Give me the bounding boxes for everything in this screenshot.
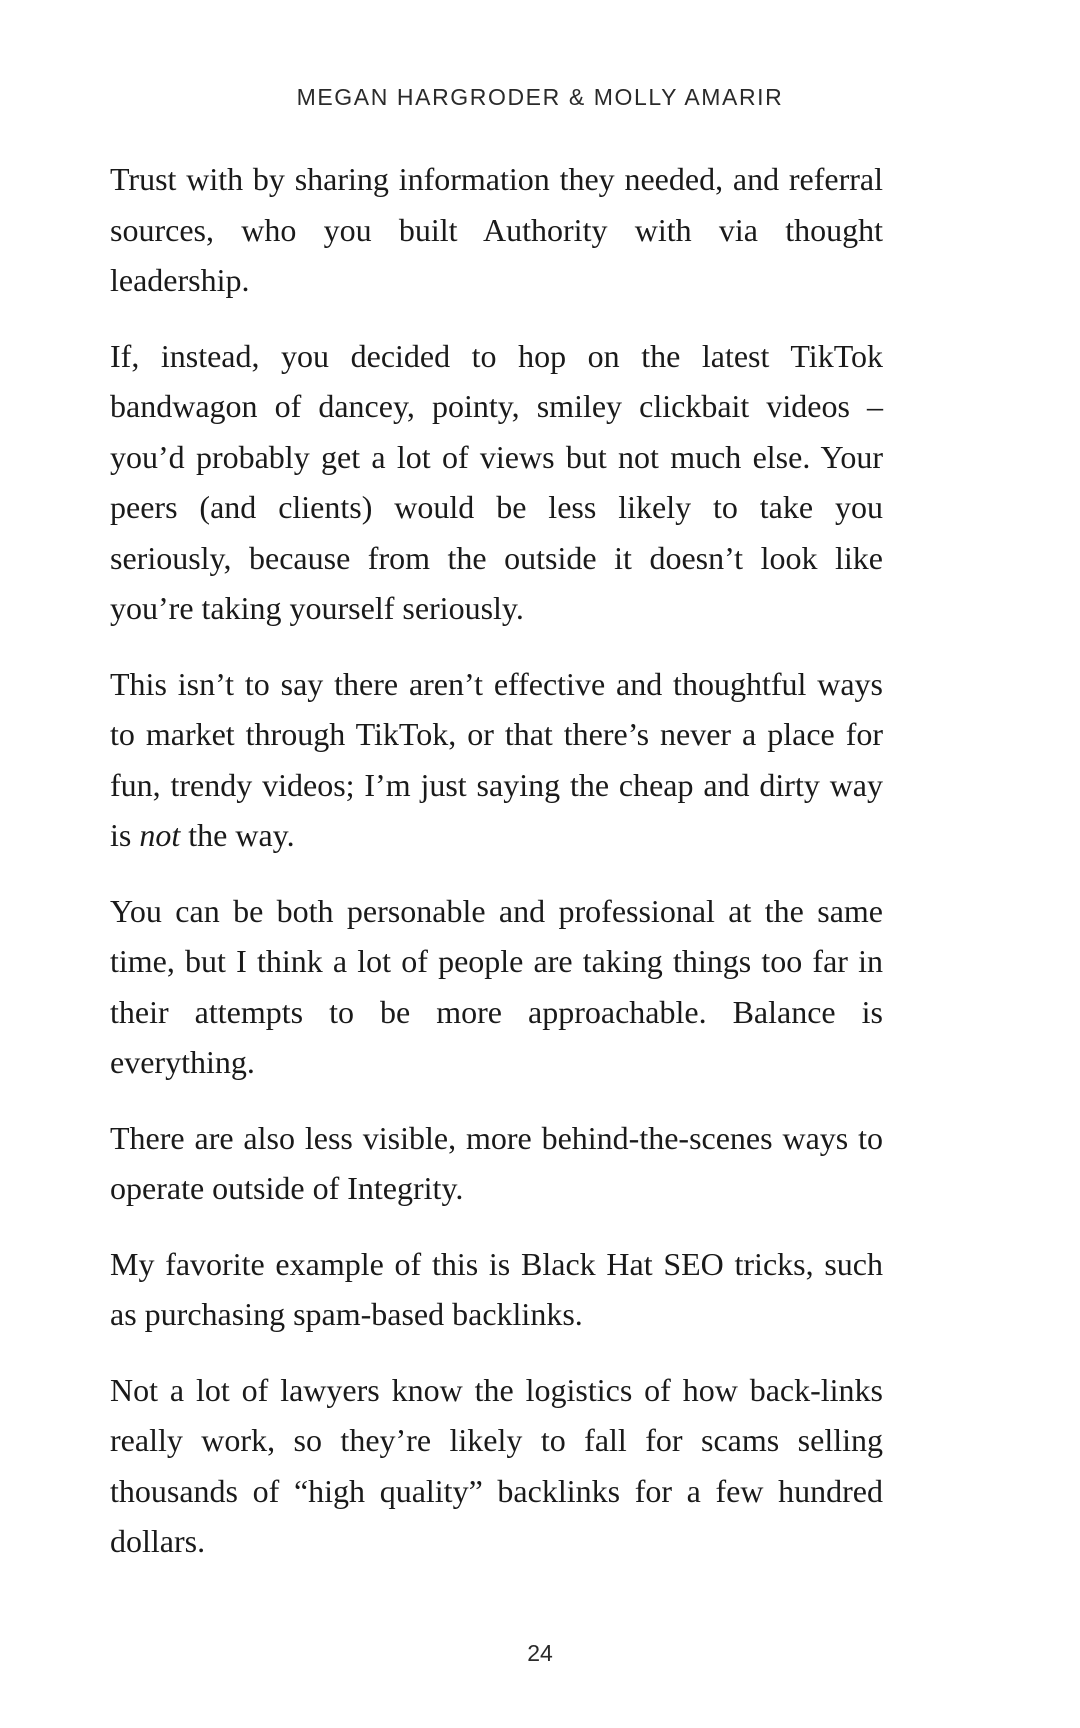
paragraph: If, instead, you decided to hop on the latest TikTok bandwagon of dancey, pointy, smiley clickbait videos – you’d probably get a lot of views but not much else. Your peers (and clients) would be less likely to take you seriously, because from the outside it doesn’t look like you’re taking yourself seriously. bbox=[110, 337, 883, 626]
paragraph-text: the way. bbox=[180, 817, 295, 853]
page-number: 24 bbox=[527, 1640, 553, 1666]
running-header: MEGAN HARGRODER & MOLLY AMARIR bbox=[296, 84, 784, 110]
emphasis-text: not bbox=[139, 817, 181, 853]
paragraph: My favorite example of this is Black Hat SEO tricks, such as purchasing spam-based backlinks. bbox=[110, 1245, 883, 1332]
paragraph bbox=[110, 659, 883, 861]
paragraph: Trust with by sharing information they needed, and referral sources, who you built Authority with via thought leadership. bbox=[110, 161, 883, 298]
paragraph: There are also less visible, more behind-the-scenes ways to operate outside of Integrity. bbox=[110, 1119, 883, 1206]
paragraph: You can be both personable and professional at the same time, but I think a lot of people are taking things too far in their attempts to be more approachable. Balance is everything. bbox=[110, 892, 883, 1080]
paragraph-text: This isn’t to say there aren’t effective and thoughtful ways to market through TikTok, or that there’s never a place for fun, trendy videos; I’m just saying the cheap and dirty way is bbox=[110, 665, 883, 853]
paragraph: Not a lot of lawyers know the logistics of how back-links really work, so they’re likely to fall for scams selling thousands of “high quality” backlinks for a few hundred dollars. bbox=[110, 1371, 883, 1559]
body-text bbox=[110, 154, 883, 1592]
